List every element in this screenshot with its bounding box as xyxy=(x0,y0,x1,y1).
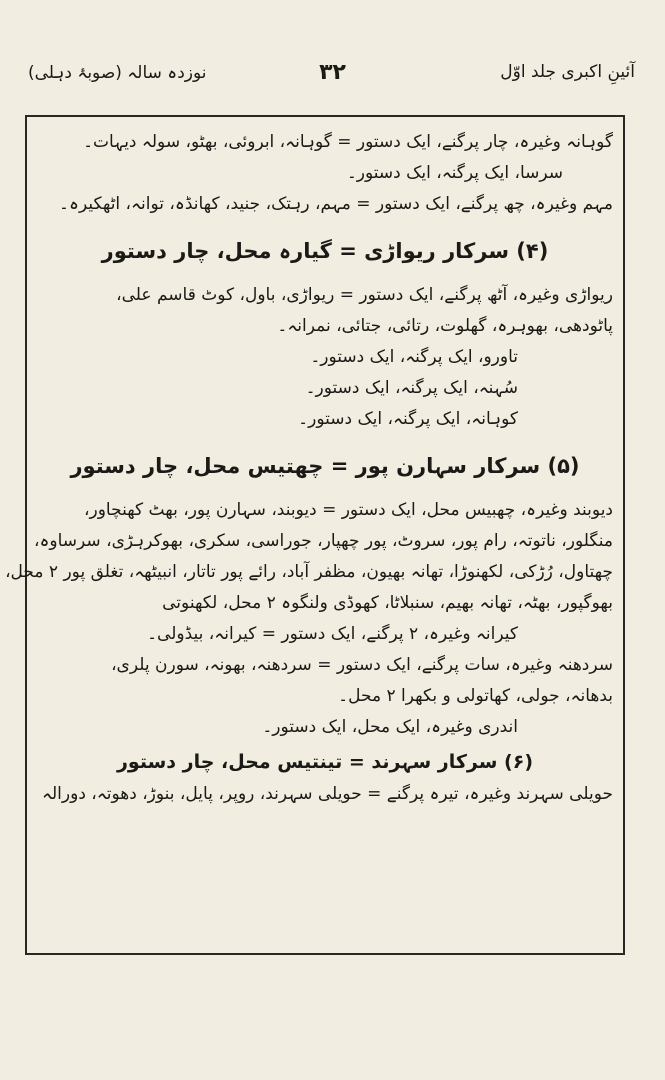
text-line: پاٹودھی، بھوہرہ، گھلوت، رتائی، جتائی، نمرانہ۔ xyxy=(277,316,613,336)
text-line: سردھنہ وغیرہ، سات پرگنے، ایک دستور = سردھنہ، بھونہ، سورن پلری، xyxy=(111,655,613,675)
text-line: کیرانہ وغیرہ، ۲ پرگنے، ایک دستور = کیرانہ، بیڈولی۔ xyxy=(147,624,518,644)
text-line: دیوبند وغیرہ، چھبیس محل، ایک دستور = دیوبند، سہارن پور، بھٹ کھنچاور، xyxy=(84,500,613,520)
text-line: کوہانہ، ایک پرگنہ، ایک دستور۔ xyxy=(298,409,518,429)
running-head-section-title: نوزدہ سالہ (صوبۂ دہلی) xyxy=(28,63,207,83)
text-line: تاورو، ایک پرگنہ، ایک دستور۔ xyxy=(310,347,518,367)
text-line: سرسا، ایک پرگنہ، ایک دستور۔ xyxy=(346,163,563,183)
text-line: چھتاول، رُڑکی، لکھنوڑا، تھانہ بھیون، مظفر آباد، رائے پور تاتار، انبیٹھہ، تغلق پور ۲ محل، xyxy=(5,562,613,582)
text-frame xyxy=(5,115,625,955)
text-line: بدھانہ، جولی، کھاتولی و بکھرا ۲ محل۔ xyxy=(338,686,613,706)
text-line: ریواڑی وغیرہ، آٹھ پرگنے، ایک دستور = ریواڑی، باول، کوٹ قاسم علی، xyxy=(116,285,613,305)
text-line: سُہنہ، ایک پرگنہ، ایک دستور۔ xyxy=(305,378,518,398)
section-5-body xyxy=(5,495,613,743)
text-line: گوہانہ وغیرہ، چار پرگنے، ایک دستور = گوہانہ، ابروئی، بھٹو، سولہ دیہات۔ xyxy=(83,132,613,152)
paragraph-block-1 xyxy=(37,127,613,220)
text-line: بھوگپور، بھٹہ، تھانہ بھیم، سنبلاٹا، کھوڈی ولنگوہ ۲ محل، لکھنوتی xyxy=(162,593,613,613)
text-line: منگلور، ناتوتہ، رام پور، سروٹ، پور چھپار، جوراسی، سکری، بھوکرہڑی، سرساوہ، xyxy=(33,531,613,551)
section-6-body xyxy=(37,779,613,810)
running-head-book-title: آئینِ اکبری جلد اوّل xyxy=(500,62,635,82)
page-header xyxy=(22,60,643,100)
section-heading-5: (۵) سرکار سہارن پور = چھتیس محل، چار دستور xyxy=(70,454,580,478)
section-4-body xyxy=(37,280,613,435)
text-line: حویلی سہرند وغیرہ، تیرہ پرگنے = حویلی سہرند، روپر، پایل، بنوڑ، دھوتہ، دورالہ xyxy=(42,784,613,804)
text-body xyxy=(5,127,613,943)
text-line: مہم وغیرہ، چھ پرگنے، ایک دستور = مہم، رہتک، جنید، کھانڈہ، توانہ، اٹھکیرہ۔ xyxy=(59,194,613,214)
page-number: ۳۲ xyxy=(319,60,346,85)
section-heading-6: (۶) سرکار سہرند = تینتیس محل، چار دستور xyxy=(116,751,534,773)
section-heading-4: (۴) سرکار ریواڑی = گیارہ محل، چار دستور xyxy=(101,239,549,263)
text-line: اندری وغیرہ، ایک محل، ایک دستور۔ xyxy=(262,717,518,737)
